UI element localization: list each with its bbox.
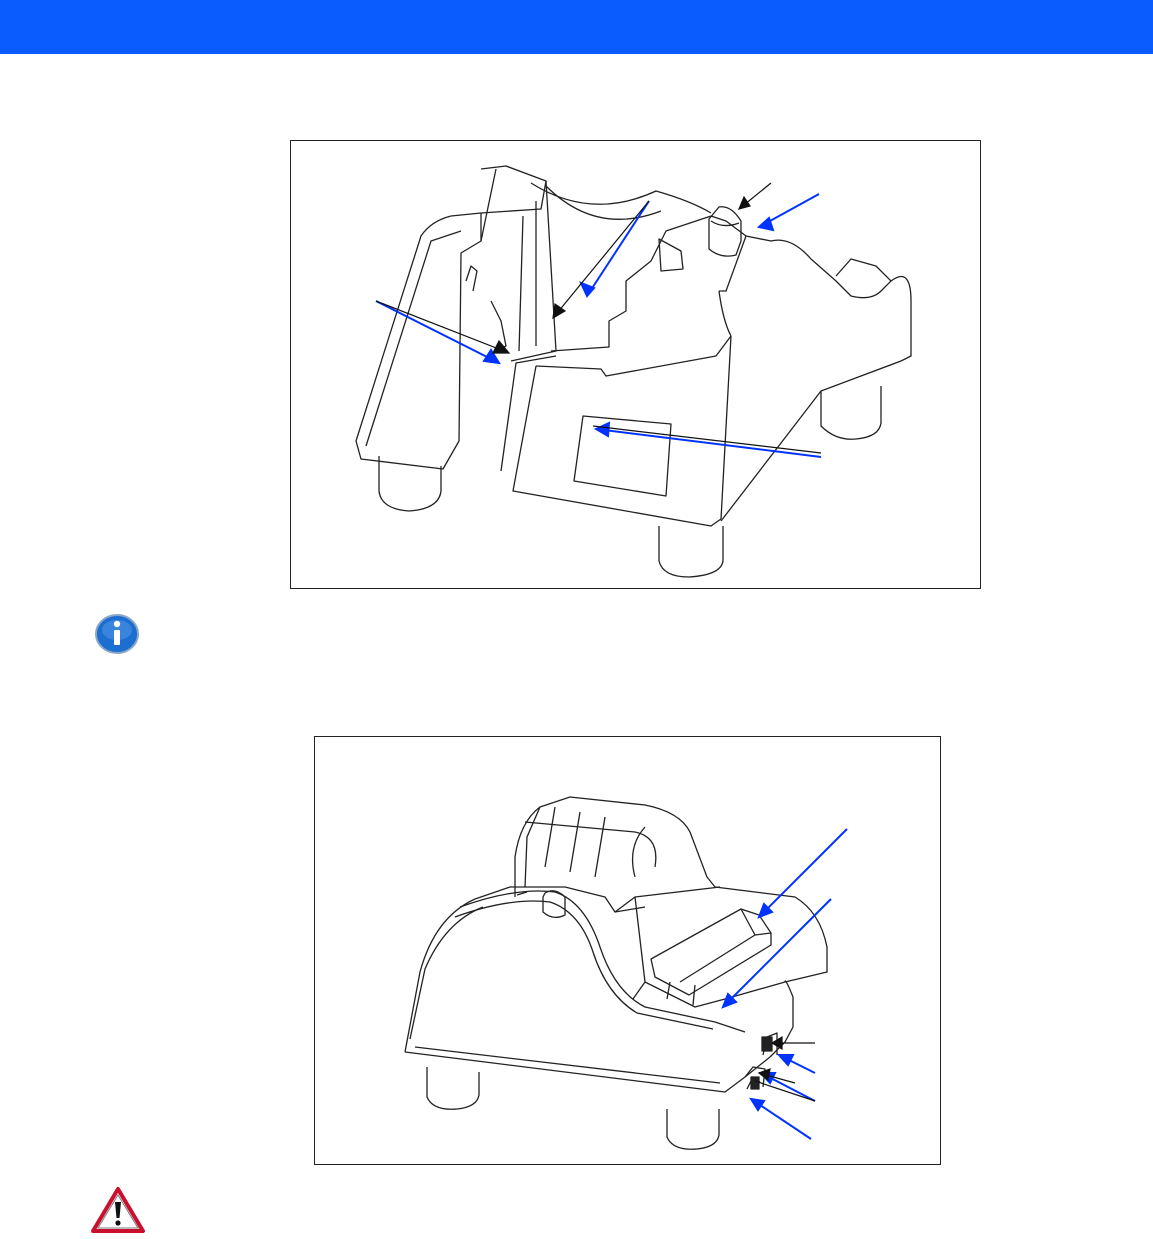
warning-icon bbox=[90, 1186, 146, 1234]
header-bar bbox=[0, 0, 1153, 54]
info-icon bbox=[94, 613, 140, 655]
cradle-rear-figure bbox=[314, 736, 941, 1165]
cradle-front-figure bbox=[290, 140, 981, 589]
cradle-rear-drawing bbox=[315, 737, 942, 1166]
cradle-front-drawing bbox=[291, 141, 982, 590]
